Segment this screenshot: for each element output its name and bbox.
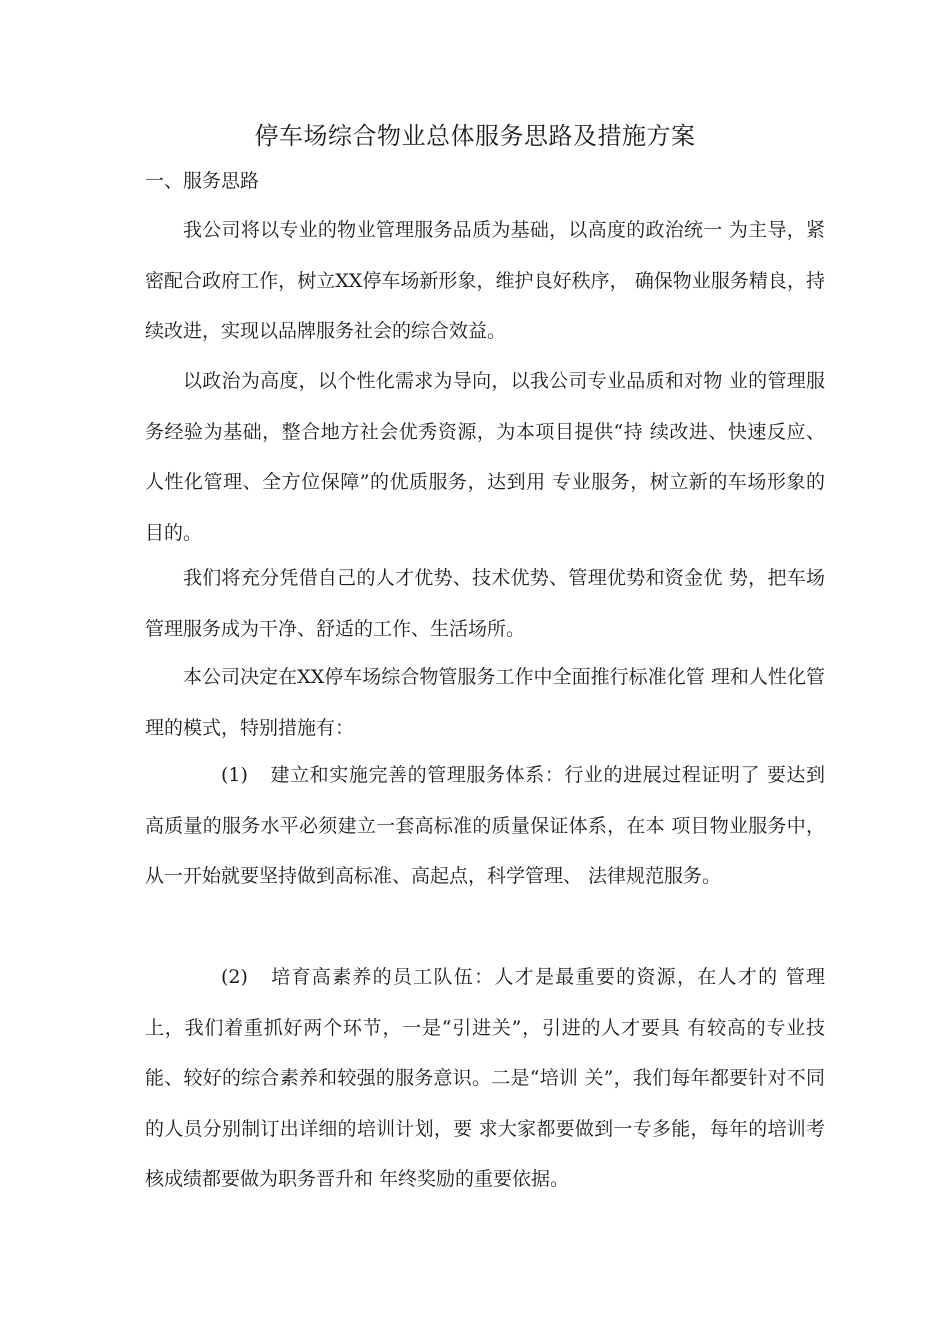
paragraph-advantages: 我们将充分凭借自己的人才优势、技术优势、管理优势和资金优 势，把车场管理服务成为干净、舒适的工作、生活场所。: [145, 567, 825, 640]
paragraph-service-philosophy: 我公司将以专业的物业管理服务品质为基础，以高度的政治统一 为主导，紧密配合政府工作，树立XX停车场新形象，维护良好秩序， 确保物业服务精良，持续改进，实现以品牌服务社会的综合效益。: [145, 219, 825, 342]
document-title: 停车场综合物业总体服务思路及措施方案: [254, 122, 696, 150]
paragraph-standardized-management: 本公司决定在XX停车场综合物管服务工作中全面推行标准化管 理和人性化管理的模式，特别措施有：: [145, 666, 825, 739]
item-text: 培育高素养的员工队伍：人才是最重要的资源，在人才的 管理上，我们着重抓好两个环节，一是“引进关”，引进的人才要具 有较高的专业技能、较好的综合素养和较强的服务意识。二是“培训 关”，我们每年都要针对不同的人员分别制订出详细的培训计划，要 求大家都要做到一专多能，每年的培训考核成绩都要做为职务晋升和 年终奖励的重要依据。: [145, 966, 825, 1190]
item-text: 建立和实施完善的管理服务体系：行业的进展过程证明了 要达到高质量的服务水平必须建立一套高标准的质量保证体系，在本 项目物业服务中，从一开始就要坚持做到高标准、高起点，科学管理、 法律规范服务。: [145, 764, 825, 887]
paragraph-political-orientation: 以政治为高度，以个性化需求为导向，以我公司专业品质和对物 业的管理服务经验为基础，整合地方社会优秀资源，为本项目提供“持 续改进、快速反应、人性化管理、全方位保障”的优质服务，达到用 专业服务，树立新的车场形象的目的。: [145, 370, 825, 544]
item-number: (2): [221, 966, 248, 988]
numbered-item-2: [145, 952, 825, 1205]
numbered-item-1: [145, 750, 825, 902]
item-number: (1): [221, 764, 248, 786]
section-heading: 一、服务思路: [145, 170, 260, 192]
